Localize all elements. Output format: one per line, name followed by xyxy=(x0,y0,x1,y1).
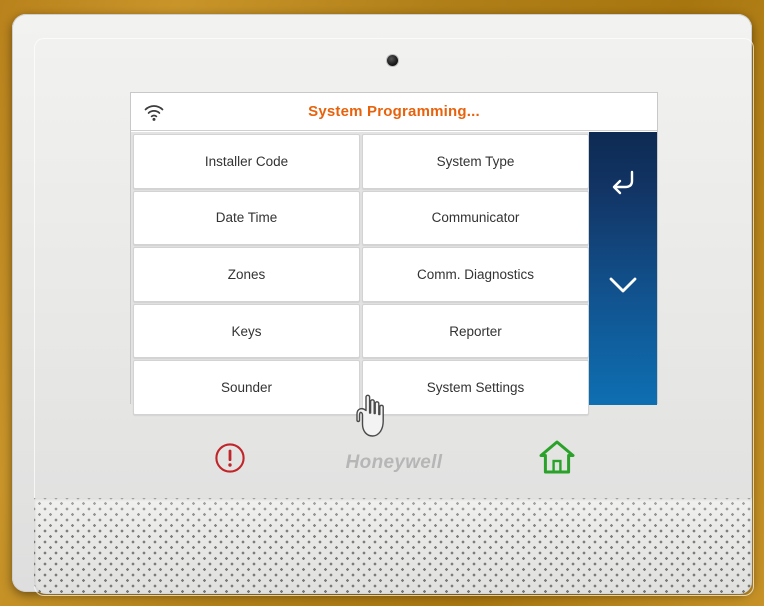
menu-item-label: Reporter xyxy=(449,323,502,339)
grille-shading xyxy=(34,498,752,594)
camera-lens-icon xyxy=(387,55,398,66)
menu-item-system-settings[interactable] xyxy=(362,360,589,415)
menu-item-label: Date Time xyxy=(215,210,278,226)
menu-item-zones[interactable] xyxy=(133,247,360,302)
screen-titlebar xyxy=(131,93,657,131)
menu-item-label: Communicator xyxy=(431,210,520,226)
menu-item-label: System Settings xyxy=(426,380,525,396)
menu-item-label: Installer Code xyxy=(204,153,289,169)
menu-item-label: Comm. Diagnostics xyxy=(416,266,535,282)
page-title: System Programming... xyxy=(308,103,480,120)
menu-item-sounder[interactable] xyxy=(133,360,360,415)
navigation-sidebar xyxy=(589,132,657,405)
speaker-grille xyxy=(34,498,752,594)
brand-logo: Honeywell xyxy=(345,452,443,473)
programming-menu-grid xyxy=(131,132,591,405)
scroll-down-button[interactable] xyxy=(589,237,657,337)
chevron-down-icon xyxy=(606,273,640,302)
touchscreen-display xyxy=(130,92,658,404)
menu-item-label: Keys xyxy=(231,323,262,339)
menu-item-installer-code[interactable] xyxy=(133,134,360,189)
menu-item-date-time[interactable] xyxy=(133,191,360,246)
menu-item-label: Zones xyxy=(227,266,266,282)
menu-item-label: System Type xyxy=(436,153,515,169)
menu-item-keys[interactable] xyxy=(133,304,360,359)
menu-item-reporter[interactable] xyxy=(362,304,589,359)
back-button[interactable] xyxy=(589,132,657,232)
alarm-panel-body xyxy=(12,14,752,592)
panic-alert-icon[interactable] xyxy=(214,442,246,474)
menu-item-communicator[interactable] xyxy=(362,191,589,246)
menu-item-system-type[interactable] xyxy=(362,134,589,189)
back-arrow-icon xyxy=(606,164,640,201)
menu-item-label: Sounder xyxy=(220,380,273,396)
home-icon[interactable] xyxy=(539,438,575,476)
menu-item-comm-diagnostics[interactable] xyxy=(362,247,589,302)
